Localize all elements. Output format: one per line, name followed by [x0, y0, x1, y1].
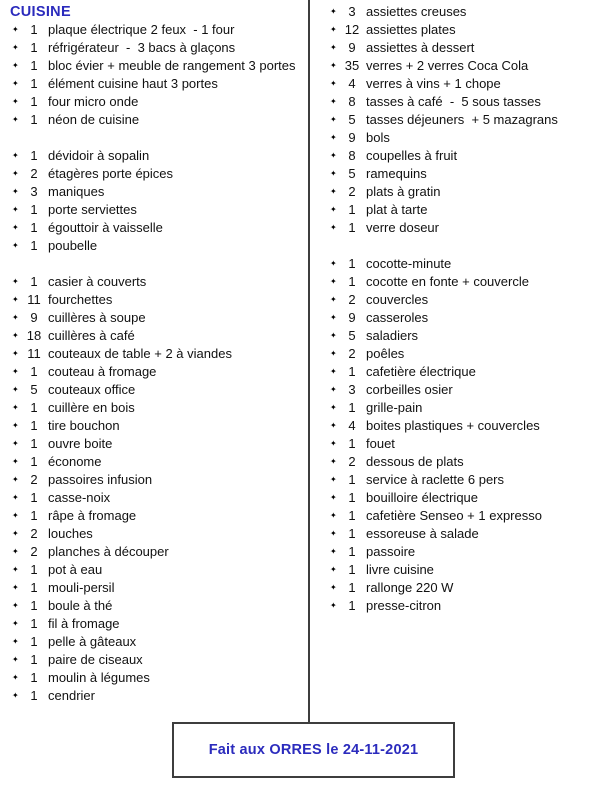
item-label: maniques — [48, 184, 105, 199]
item-quantity: 1 — [30, 616, 38, 631]
list-item — [10, 165, 306, 183]
list-item — [328, 471, 596, 489]
bullet-icon: ✦ — [330, 331, 337, 340]
list-item — [10, 21, 306, 39]
bullet-icon: ✦ — [330, 583, 337, 592]
item-label: dévidoir à sopalin — [48, 148, 150, 163]
bullet-icon: ✦ — [12, 241, 19, 250]
list-item — [328, 57, 596, 75]
item-quantity: 1 — [30, 634, 38, 649]
item-quantity: 9 — [30, 310, 38, 325]
item-label: casse-noix — [48, 490, 111, 505]
bullet-icon: ✦ — [12, 61, 19, 70]
item-label: presse-citron — [366, 598, 442, 613]
item-label: assiettes creuses — [366, 4, 467, 19]
bullet-icon: ✦ — [330, 565, 337, 574]
list-item — [328, 3, 596, 21]
bullet-icon: ✦ — [12, 205, 19, 214]
item-label: bols — [366, 130, 390, 145]
item-label: coupelles à fruit — [366, 148, 458, 163]
item-label: ramequins — [366, 166, 427, 181]
item-label: ouvre boite — [48, 436, 113, 451]
list-item — [328, 219, 596, 237]
item-quantity: 1 — [30, 598, 38, 613]
item-quantity: 1 — [30, 418, 38, 433]
bullet-icon: ✦ — [12, 295, 19, 304]
item-quantity: 3 — [348, 382, 356, 397]
item-quantity: 11 — [27, 346, 41, 361]
bullet-icon: ✦ — [12, 655, 19, 664]
item-quantity: 1 — [348, 508, 356, 523]
item-quantity: 1 — [348, 526, 356, 541]
bullet-icon: ✦ — [330, 187, 337, 196]
item-quantity: 5 — [348, 328, 356, 343]
item-label: cafetière Senseo + 1 expresso — [366, 508, 542, 523]
list-item — [328, 165, 596, 183]
bullet-icon: ✦ — [330, 205, 337, 214]
footer-box — [172, 722, 455, 778]
bullet-icon: ✦ — [12, 277, 19, 286]
item-label: verres + 2 verres Coca Cola — [366, 58, 529, 73]
item-label: boule à thé — [48, 598, 113, 613]
list-item — [10, 39, 306, 57]
item-label: mouli-persil — [48, 580, 115, 595]
list-item — [10, 291, 306, 309]
list-item — [328, 417, 596, 435]
bullet-icon: ✦ — [12, 673, 19, 682]
item-label: cocotte-minute — [366, 256, 452, 271]
bullet-icon: ✦ — [330, 295, 337, 304]
bullet-icon: ✦ — [12, 619, 19, 628]
item-label: cuillères à café — [48, 328, 135, 343]
group-gap — [10, 255, 306, 273]
item-quantity: 1 — [348, 544, 356, 559]
bullet-icon: ✦ — [12, 403, 19, 412]
list-item — [10, 633, 306, 651]
item-quantity: 18 — [26, 328, 42, 343]
item-quantity: 12 — [344, 22, 360, 37]
list-item — [10, 327, 306, 345]
bullet-icon: ✦ — [12, 529, 19, 538]
item-quantity: 1 — [30, 400, 38, 415]
bullet-icon: ✦ — [12, 25, 19, 34]
item-quantity: 2 — [348, 184, 356, 199]
item-label: casier à couverts — [48, 274, 147, 289]
item-label: poubelle — [48, 238, 98, 253]
bullet-icon: ✦ — [12, 457, 19, 466]
list-item — [10, 615, 306, 633]
item-label: verres à vins + 1 chope — [366, 76, 501, 91]
bullet-icon: ✦ — [330, 313, 337, 322]
item-quantity: 1 — [348, 220, 356, 235]
item-label: passoire — [366, 544, 416, 559]
list-item — [10, 93, 306, 111]
item-label: pot à eau — [48, 562, 103, 577]
list-item — [10, 75, 306, 93]
list-item — [328, 579, 596, 597]
item-label: passoires infusion — [48, 472, 153, 487]
item-label: élément cuisine haut 3 portes — [48, 76, 218, 91]
item-quantity: 1 — [348, 274, 356, 289]
list-item — [10, 57, 306, 75]
item-quantity: 1 — [30, 670, 38, 685]
item-quantity: 1 — [348, 490, 356, 505]
item-quantity: 9 — [348, 130, 356, 145]
bullet-icon: ✦ — [330, 61, 337, 70]
item-quantity: 1 — [30, 580, 38, 595]
bullet-icon: ✦ — [12, 331, 19, 340]
item-label: essoreuse à salade — [366, 526, 479, 541]
list-item — [10, 579, 306, 597]
item-label: verre doseur — [366, 220, 439, 235]
list-item — [328, 255, 596, 273]
item-label: plat à tarte — [366, 202, 428, 217]
bullet-icon: ✦ — [12, 115, 19, 124]
item-quantity: 1 — [348, 580, 356, 595]
list-item — [328, 183, 596, 201]
list-item — [328, 525, 596, 543]
list-item — [328, 75, 596, 93]
item-label: fil à fromage — [48, 616, 120, 631]
bullet-icon: ✦ — [330, 79, 337, 88]
list-item — [10, 651, 306, 669]
item-quantity: 1 — [30, 202, 38, 217]
item-quantity: 2 — [30, 166, 38, 181]
bullet-icon: ✦ — [330, 547, 337, 556]
bullet-icon: ✦ — [12, 565, 19, 574]
bullet-icon: ✦ — [12, 187, 19, 196]
item-label: économe — [48, 454, 102, 469]
item-quantity: 1 — [348, 202, 356, 217]
list-item — [10, 453, 306, 471]
list-item — [328, 327, 596, 345]
list-item — [328, 597, 596, 615]
item-label: pelle à gâteaux — [48, 634, 137, 649]
bullet-icon: ✦ — [12, 475, 19, 484]
item-label: boites plastiques + couvercles — [366, 418, 540, 433]
right-column — [328, 3, 596, 615]
bullet-icon: ✦ — [330, 493, 337, 502]
list-item — [10, 435, 306, 453]
list-item — [328, 309, 596, 327]
bullet-icon: ✦ — [12, 97, 19, 106]
list-item — [328, 147, 596, 165]
list-item — [10, 471, 306, 489]
list-item — [328, 561, 596, 579]
item-label: tire bouchon — [48, 418, 120, 433]
list-item — [328, 363, 596, 381]
item-quantity: 5 — [348, 112, 356, 127]
bullet-icon: ✦ — [330, 151, 337, 160]
bullet-icon: ✦ — [12, 169, 19, 178]
item-label: couteau à fromage — [48, 364, 157, 379]
list-item — [10, 183, 306, 201]
item-quantity: 2 — [348, 346, 356, 361]
left-item-list — [10, 21, 306, 705]
list-item — [328, 111, 596, 129]
item-label: cocotte en fonte + couvercle — [366, 274, 529, 289]
item-label: fouet — [366, 436, 395, 451]
item-quantity: 1 — [30, 94, 38, 109]
list-item — [10, 237, 306, 255]
bullet-icon: ✦ — [330, 403, 337, 412]
list-item — [10, 399, 306, 417]
list-item — [328, 291, 596, 309]
bullet-icon: ✦ — [330, 97, 337, 106]
item-quantity: 3 — [348, 4, 356, 19]
item-quantity: 3 — [30, 184, 38, 199]
list-item — [10, 363, 306, 381]
bullet-icon: ✦ — [12, 313, 19, 322]
list-item — [10, 507, 306, 525]
list-item — [10, 543, 306, 561]
item-quantity: 1 — [348, 472, 356, 487]
bullet-icon: ✦ — [330, 385, 337, 394]
item-label: dessous de plats — [366, 454, 464, 469]
item-label: paire de ciseaux — [48, 652, 143, 667]
item-quantity: 1 — [30, 508, 38, 523]
item-label: plaque électrique 2 feux - 1 four — [48, 22, 235, 37]
item-quantity: 1 — [30, 112, 38, 127]
item-label: cuillère en bois — [48, 400, 135, 415]
item-label: moulin à légumes — [48, 670, 150, 685]
item-quantity: 1 — [348, 256, 356, 271]
item-label: saladiers — [366, 328, 419, 343]
bullet-icon: ✦ — [330, 25, 337, 34]
item-quantity: 1 — [30, 76, 38, 91]
bullet-icon: ✦ — [12, 601, 19, 610]
item-quantity: 4 — [348, 418, 356, 433]
bullet-icon: ✦ — [330, 439, 337, 448]
item-quantity: 5 — [348, 166, 356, 181]
item-quantity: 1 — [30, 40, 38, 55]
bullet-icon: ✦ — [330, 511, 337, 520]
item-quantity: 1 — [30, 22, 38, 37]
item-label: livre cuisine — [366, 562, 434, 577]
list-item — [10, 111, 306, 129]
bullet-icon: ✦ — [330, 601, 337, 610]
list-item — [10, 273, 306, 291]
bullet-icon: ✦ — [330, 7, 337, 16]
list-item — [10, 597, 306, 615]
left-column — [10, 3, 306, 705]
list-item — [10, 345, 306, 363]
bullet-icon: ✦ — [12, 583, 19, 592]
item-quantity: 5 — [30, 382, 38, 397]
bullet-icon: ✦ — [330, 457, 337, 466]
item-label: bouilloire électrique — [366, 490, 479, 505]
group-gap — [328, 237, 596, 255]
list-item — [328, 453, 596, 471]
item-quantity: 1 — [30, 364, 38, 379]
bullet-icon: ✦ — [330, 169, 337, 178]
item-quantity: 1 — [348, 400, 356, 415]
item-label: rallonge 220 W — [366, 580, 454, 595]
bullet-icon: ✦ — [330, 367, 337, 376]
list-item — [10, 309, 306, 327]
bullet-icon: ✦ — [330, 115, 337, 124]
item-label: râpe à fromage — [48, 508, 137, 523]
item-quantity: 1 — [348, 436, 356, 451]
list-item — [328, 21, 596, 39]
bullet-icon: ✦ — [12, 367, 19, 376]
bullet-icon: ✦ — [330, 421, 337, 430]
bullet-icon: ✦ — [330, 43, 337, 52]
item-label: couteaux office — [48, 382, 136, 397]
column-divider-line — [308, 0, 310, 722]
item-quantity: 1 — [30, 688, 38, 703]
list-item — [328, 273, 596, 291]
list-item — [10, 201, 306, 219]
item-quantity: 35 — [344, 58, 360, 73]
bullet-icon: ✦ — [12, 349, 19, 358]
item-quantity: 2 — [30, 472, 38, 487]
list-item — [328, 129, 596, 147]
item-quantity: 4 — [348, 76, 356, 91]
item-label: couvercles — [366, 292, 429, 307]
bullet-icon: ✦ — [330, 475, 337, 484]
bullet-icon: ✦ — [12, 223, 19, 232]
footer-text: Fait aux ORRES le 24-11-2021 — [208, 742, 419, 758]
list-item — [328, 201, 596, 219]
item-quantity: 9 — [348, 40, 356, 55]
item-label: corbeilles osier — [366, 382, 453, 397]
list-item — [10, 525, 306, 543]
list-item — [10, 219, 306, 237]
item-quantity: 1 — [30, 58, 38, 73]
item-quantity: 1 — [30, 436, 38, 451]
item-quantity: 2 — [348, 292, 356, 307]
bullet-icon: ✦ — [12, 385, 19, 394]
item-label: cendrier — [48, 688, 95, 703]
item-quantity: 1 — [30, 454, 38, 469]
page-title: CUISINE — [10, 4, 71, 20]
item-label: plats à gratin — [366, 184, 441, 199]
item-label: assiettes à dessert — [366, 40, 475, 55]
item-quantity: 1 — [30, 148, 38, 163]
bullet-icon: ✦ — [330, 133, 337, 142]
item-quantity: 1 — [348, 562, 356, 577]
bullet-icon: ✦ — [330, 259, 337, 268]
item-label: fourchettes — [48, 292, 113, 307]
group-gap — [10, 129, 306, 147]
list-item — [328, 399, 596, 417]
list-item — [328, 435, 596, 453]
bullet-icon: ✦ — [330, 349, 337, 358]
list-item — [328, 93, 596, 111]
item-quantity: 2 — [30, 526, 38, 541]
list-item — [10, 417, 306, 435]
list-item — [10, 687, 306, 705]
item-quantity: 9 — [348, 310, 356, 325]
bullet-icon: ✦ — [330, 277, 337, 286]
item-quantity: 1 — [30, 220, 38, 235]
list-item — [10, 561, 306, 579]
item-quantity: 2 — [30, 544, 38, 559]
item-label: tasses déjeuners + 5 mazagrans — [366, 112, 558, 127]
bullet-icon: ✦ — [12, 691, 19, 700]
item-label: tasses à café - 5 sous tasses — [366, 94, 541, 109]
list-item — [10, 147, 306, 165]
item-label: louches — [48, 526, 93, 541]
list-item — [328, 381, 596, 399]
bullet-icon: ✦ — [12, 439, 19, 448]
item-quantity: 1 — [348, 598, 356, 613]
item-quantity: 1 — [30, 562, 38, 577]
item-quantity: 2 — [348, 454, 356, 469]
bullet-icon: ✦ — [12, 79, 19, 88]
bullet-icon: ✦ — [12, 493, 19, 502]
list-item — [10, 489, 306, 507]
bullet-icon: ✦ — [12, 547, 19, 556]
bullet-icon: ✦ — [330, 223, 337, 232]
bullet-icon: ✦ — [12, 511, 19, 520]
list-item — [328, 345, 596, 363]
item-label: grille-pain — [366, 400, 423, 415]
item-quantity: 1 — [30, 274, 38, 289]
bullet-icon: ✦ — [330, 529, 337, 538]
item-label: planches à découper — [48, 544, 169, 559]
item-label: réfrigérateur - 3 bacs à glaçons — [48, 40, 236, 55]
item-quantity: 8 — [348, 148, 356, 163]
item-label: étagères porte épices — [48, 166, 174, 181]
item-label: bloc évier + meuble de rangement 3 portes — [48, 58, 296, 73]
item-label: four micro onde — [48, 94, 139, 109]
item-label: service à raclette 6 pers — [366, 472, 505, 487]
item-label: assiettes plates — [366, 22, 456, 37]
list-item — [328, 489, 596, 507]
item-quantity: 11 — [27, 292, 41, 307]
item-label: casseroles — [366, 310, 429, 325]
item-quantity: 1 — [30, 490, 38, 505]
bullet-icon: ✦ — [12, 637, 19, 646]
list-item — [10, 381, 306, 399]
item-quantity: 1 — [30, 652, 38, 667]
item-quantity: 1 — [30, 238, 38, 253]
bullet-icon: ✦ — [12, 151, 19, 160]
item-label: néon de cuisine — [48, 112, 140, 127]
item-label: cuillères à soupe — [48, 310, 146, 325]
list-item — [328, 543, 596, 561]
list-item — [10, 669, 306, 687]
item-label: couteaux de table + 2 à viandes — [48, 346, 232, 361]
right-item-list — [328, 3, 596, 615]
item-label: cafetière électrique — [366, 364, 476, 379]
item-quantity: 8 — [348, 94, 356, 109]
list-item — [328, 507, 596, 525]
bullet-icon: ✦ — [12, 421, 19, 430]
item-label: porte serviettes — [48, 202, 137, 217]
item-quantity: 1 — [348, 364, 356, 379]
list-item — [328, 39, 596, 57]
bullet-icon: ✦ — [12, 43, 19, 52]
item-label: égouttoir à vaisselle — [48, 220, 163, 235]
item-label: poêles — [366, 346, 405, 361]
